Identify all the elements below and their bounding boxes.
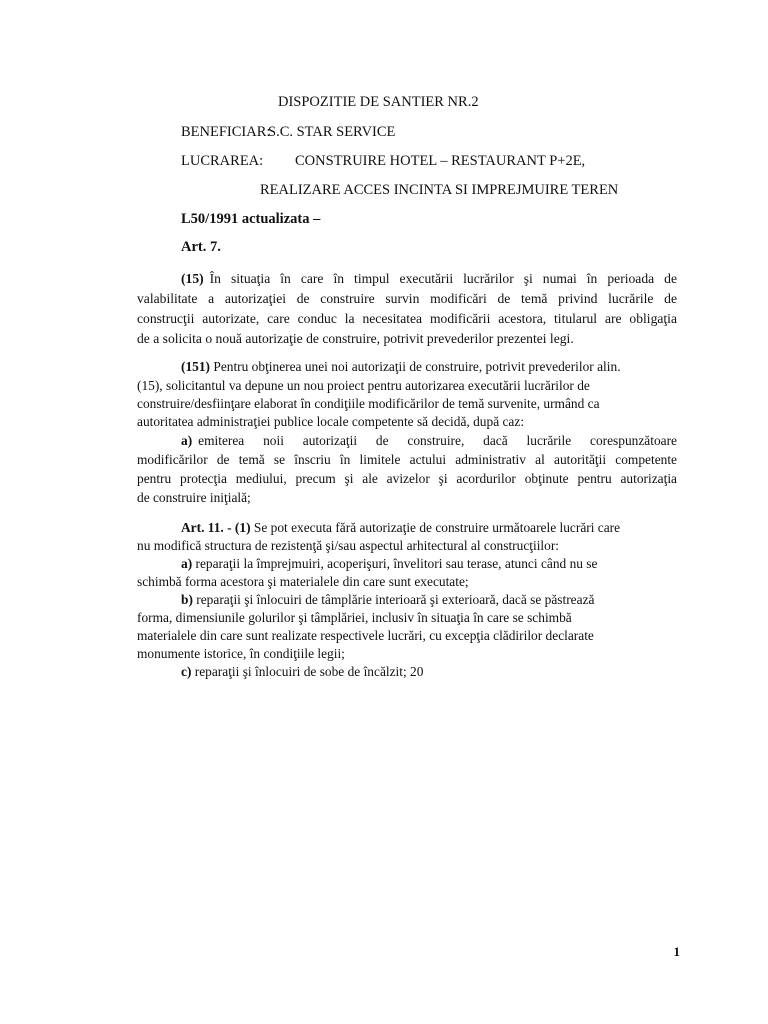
- para-151-line-3: construire/desfiinţare elaborat în condiţiile modificărilor de temă survenite, urmând ca: [137, 396, 600, 411]
- work-line-1: CONSTRUIRE HOTEL – RESTAURANT P+2E,: [295, 153, 586, 169]
- work-line-2: REALIZARE ACCES INCINTA SI IMPREJMUIRE TEREN: [260, 182, 619, 198]
- document-title: DISPOZITIE DE SANTIER NR.2: [278, 94, 479, 110]
- article-11-a-line-1: [181, 555, 597, 573]
- article-11-b-text-1: reparaţii şi înlocuiri de tâmplărie interioară şi exterioară, dacă se păstrează: [196, 592, 595, 607]
- article-11-c-line-1: [181, 663, 423, 681]
- article-11-b-line-3: materialele din care sunt realizate respectivele lucrări, cu excepţia clădirilor declarate: [137, 628, 594, 643]
- beneficiary-label: BENEFICIAR:: [181, 124, 271, 140]
- article-11-b-label: b): [181, 592, 193, 607]
- work-label: LUCRAREA:: [181, 153, 264, 169]
- article-11-a-text-1: reparaţii la împrejmuiri, acoperişuri, învelitori sau terase, atunci când nu se: [195, 556, 598, 571]
- article-11-line-2: nu modifică structura de rezistenţă şi/sau aspectul arhitectural al construcţiilor:: [137, 538, 560, 553]
- para-15-text-1: În situaţia în care în timpul executării lucrărilor şi numai în perioada de: [209, 271, 677, 286]
- law-reference: L50/1991 actualizata –: [181, 211, 321, 227]
- article-11-line-1: [181, 519, 620, 537]
- para-15-line-4: de a solicita o nouă autorizaţie de construire, potrivit prevederilor prezentei legi.: [137, 331, 574, 346]
- article-11-a-line-2: schimbă forma acestora şi materialele din care sunt executate;: [137, 574, 469, 589]
- para-15-line-1: [181, 270, 677, 288]
- beneficiary-value: S.C. STAR SERVICE: [268, 124, 396, 140]
- article-11-b-line-2: forma, dimensiunile golurilor şi tâmplăriei, inclusiv în situaţia în care se schimbă: [137, 610, 572, 625]
- para-15-line-2: valabilitate a autorizaţiei de construire survin modificări de temă privind lucrările de: [137, 291, 677, 306]
- para-151-a-label: a): [181, 433, 193, 448]
- article-11-text-1: Se pot executa fără autorizaţie de construire următoarele lucrări care: [253, 520, 621, 535]
- para-151-line-1: [181, 358, 621, 376]
- article-11-b-line-1: [181, 591, 594, 609]
- para-151-line-2: (15), solicitantul va depune un nou proiect pentru autorizarea executării lucrărilor de: [137, 378, 590, 393]
- para-151-a-line-2: modificărilor de temă se înscriu în limitele actului administrativ al autorităţii competente: [137, 452, 677, 467]
- para-15-number: (15): [181, 271, 204, 286]
- article-11-label: Art. 11. - (1): [181, 520, 251, 535]
- para-151-a-text-1: emiterea noii autorizaţii de construire, dacă lucrările corespunzătoare: [198, 433, 677, 448]
- para-15-line-3: construcţii autorizate, care conduc la necesitatea modificării acestora, titularul are obligaţia: [137, 311, 677, 326]
- para-151-a-line-4: de construire iniţială;: [137, 490, 251, 505]
- article-11-b-line-4: monumente istorice, în condiţiile legii;: [137, 646, 345, 661]
- para-151-a-line-3: pentru protecţia mediului, precum şi ale avizelor şi acordurilor obţinute pentru autorizaţia: [137, 471, 677, 486]
- article-11-c-label: c): [181, 664, 192, 679]
- para-151-text-1: Pentru obţinerea unei noi autorizaţii de construire, potrivit prevederilor alin.: [213, 359, 621, 374]
- para-151-a-line-1: [181, 432, 677, 450]
- article-11-a-label: a): [181, 556, 193, 571]
- article-7-heading: Art. 7.: [181, 239, 221, 255]
- article-11-c-text-1: reparaţii şi înlocuiri de sobe de încălzit; 20: [194, 664, 424, 679]
- page-number: 1: [673, 944, 680, 959]
- para-151-number: (151): [181, 359, 211, 374]
- para-151-line-4: autoritatea administraţiei publice locale competente să decidă, după caz:: [137, 414, 525, 429]
